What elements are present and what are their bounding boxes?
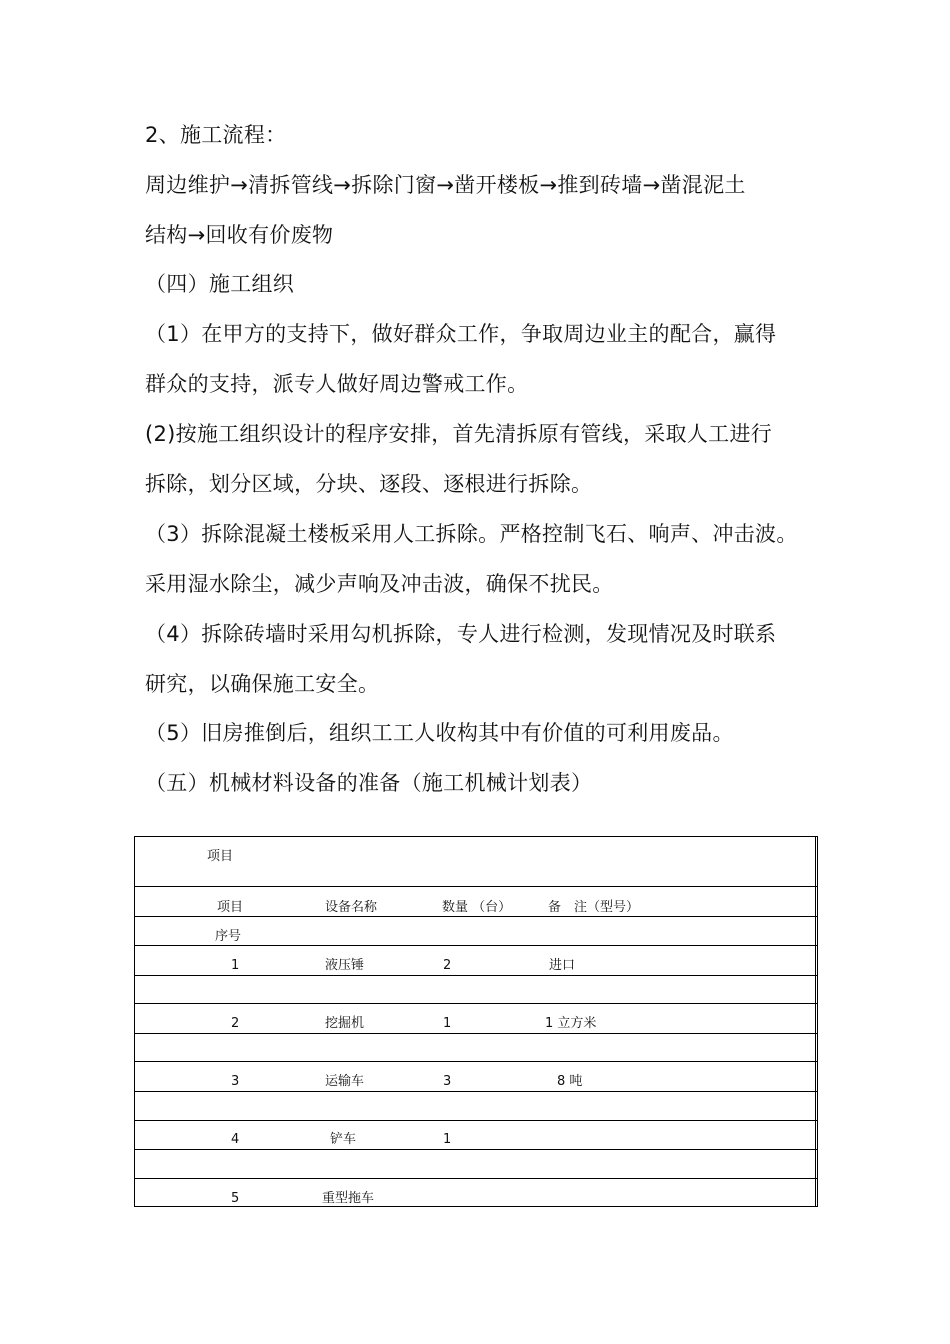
row-2-note: 1 立方米 <box>545 1016 597 1031</box>
row-5-name: 重型拖车 <box>322 1191 375 1206</box>
row-4-qty: 1 <box>443 1132 452 1147</box>
paragraph-line: （1）在甲方的支持下，做好群众工作，争取周边业主的配合，赢得 <box>145 322 777 346</box>
row-4-name: 铲车 <box>330 1132 357 1147</box>
header-item: 项目 <box>217 900 244 915</box>
header-seq: 序号 <box>215 929 242 944</box>
row-4-no: 4 <box>231 1132 240 1147</box>
paragraph-line: 周边维护→清拆管线→拆除门窗→凿开楼板→推到砖墙→凿混泥土 <box>145 173 746 197</box>
table-rule <box>135 886 817 887</box>
table-rule <box>135 1178 817 1179</box>
equipment-table <box>134 836 818 1207</box>
row-2-name: 挖掘机 <box>325 1016 365 1031</box>
table-top-label: 项目 <box>207 849 234 864</box>
table-rule <box>135 945 817 946</box>
row-5-no: 5 <box>231 1191 240 1206</box>
table-rule <box>135 975 817 976</box>
row-3-note: 8 吨 <box>557 1074 583 1089</box>
section-heading-equipment: （五）机械材料设备的准备（施工机械计划表） <box>145 771 593 795</box>
row-1-name: 液压锤 <box>325 958 365 973</box>
row-1-no: 1 <box>231 958 240 973</box>
paragraph-line: （5）旧房推倒后，组织工工人收构其中有价值的可利用废品。 <box>145 721 734 745</box>
row-3-no: 3 <box>231 1074 240 1089</box>
paragraph-line: 结构→回收有价废物 <box>145 223 334 247</box>
table-rule <box>135 1149 817 1150</box>
row-1-qty: 2 <box>443 958 452 973</box>
paragraph-line: 采用湿水除尘，减少声响及冲击波，确保不扰民。 <box>145 572 614 596</box>
header-note: 备 注（型号） <box>548 900 640 915</box>
row-3-qty: 3 <box>443 1074 452 1089</box>
table-rule <box>135 1003 817 1004</box>
row-1-note: 进口 <box>549 958 576 973</box>
paragraph-line: 群众的支持，派专人做好周边警戒工作。 <box>145 372 529 396</box>
paragraph-line: (2)按施工组织设计的程序安排，首先清拆原有管线，采取人工进行 <box>145 422 773 446</box>
table-rule <box>135 1120 817 1121</box>
header-equipment-name: 设备名称 <box>325 900 378 915</box>
section-heading-organization: （四）施工组织 <box>145 272 295 296</box>
paragraph-line: 研究，以确保施工安全。 <box>145 672 380 696</box>
paragraph-line: （4）拆除砖墙时采用勾机拆除，专人进行检测，发现情况及时联系 <box>145 622 777 646</box>
row-3-name: 运输车 <box>325 1074 365 1089</box>
row-2-qty: 1 <box>443 1016 452 1031</box>
paragraph-line: （3）拆除混凝土楼板采用人工拆除。严格控制飞石、响声、冲击波。 <box>145 522 798 546</box>
table-rule <box>135 1061 817 1062</box>
table-rule <box>135 916 817 917</box>
table-rule <box>135 1033 817 1034</box>
row-2-no: 2 <box>231 1016 240 1031</box>
paragraph-line: 拆除，划分区域，分块、逐段、逐根进行拆除。 <box>145 472 593 496</box>
header-quantity: 数量 （台） <box>442 900 512 915</box>
section-heading-process: 2、施工流程： <box>145 123 287 147</box>
table-rule <box>135 1091 817 1092</box>
